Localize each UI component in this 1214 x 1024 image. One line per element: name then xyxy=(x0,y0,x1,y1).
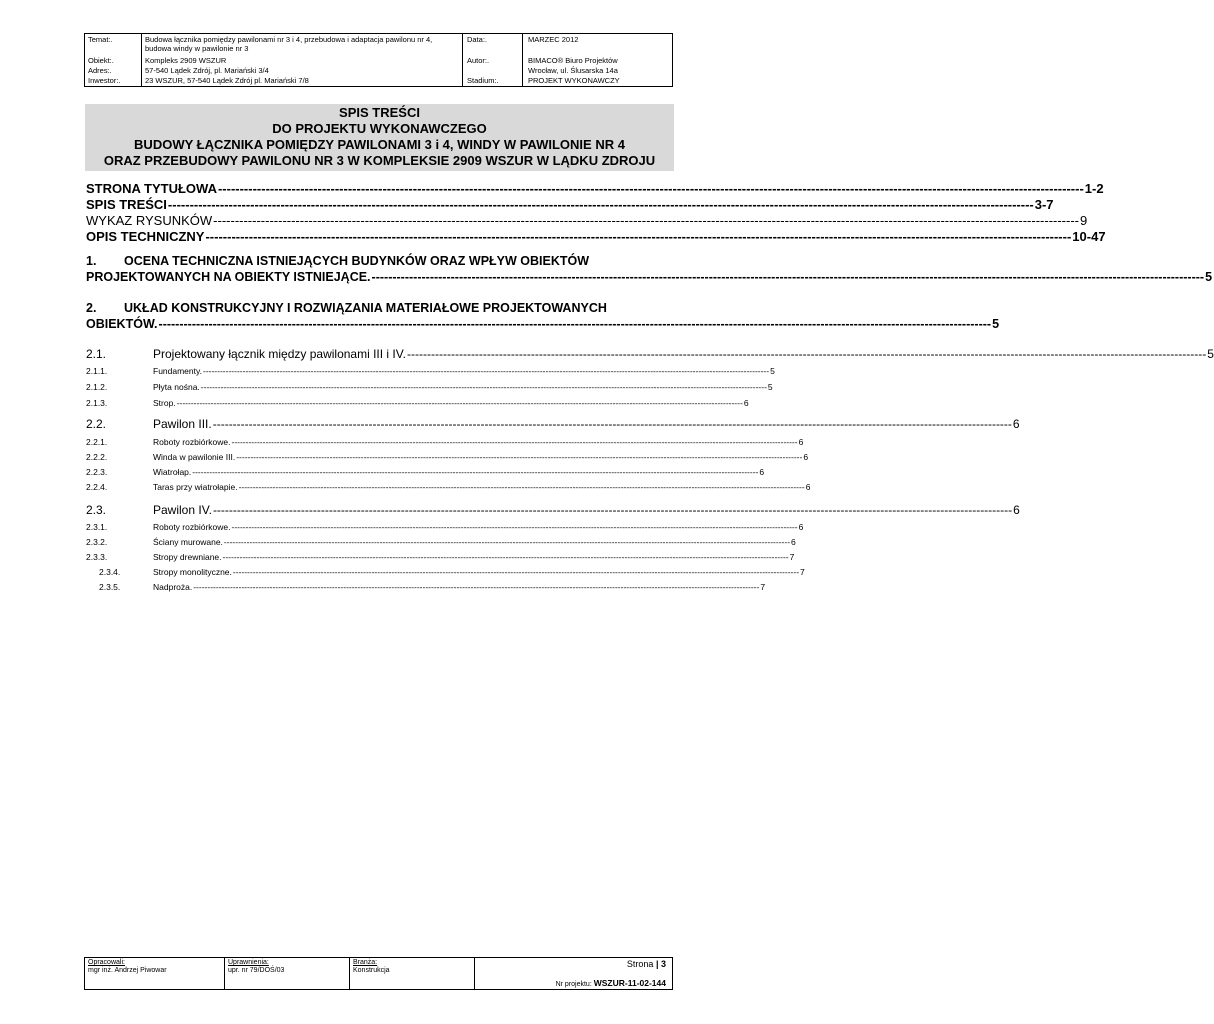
entry-number: 2.3.1. xyxy=(86,522,108,532)
leader-dots: -------------------------------------------------------------------------------------------------------------------------------------------------------------------------------------------------------- xyxy=(371,270,1205,284)
leader-dots: -------------------------------------------------------------------------------------------------------------------------------------------------------------------------------------------------------- xyxy=(238,482,805,492)
toc-entry-2-1[interactable] xyxy=(86,347,1214,361)
entry-number: 2.1.1. xyxy=(86,366,108,376)
entry-page: 5 xyxy=(767,382,773,392)
opracowal-value: mgr inż. Andrzej Piwowar xyxy=(88,967,167,974)
toc-entry-2-2-2[interactable] xyxy=(86,452,809,462)
entry-page: 6 xyxy=(803,452,809,462)
entry-number: 2.2.3. xyxy=(86,467,108,477)
leader-dots: -------------------------------------------------------------------------------------------------------------------------------------------------------------------------------------------------------- xyxy=(223,537,791,547)
toc-entry-page: 9 xyxy=(1080,213,1088,228)
entry-label: Nadproża. xyxy=(153,582,193,592)
entry-page: 6 xyxy=(798,437,804,447)
leader-dots: -------------------------------------------------------------------------------------------------------------------------------------------------------------------------------------------------------- xyxy=(213,213,1079,228)
entry-label: Fundamenty. xyxy=(153,366,202,376)
temat-label: Temat:. xyxy=(88,35,113,44)
entry-page: 6 xyxy=(791,537,796,547)
entry-number: 2.3.4. xyxy=(99,567,121,577)
entry-page: 5 xyxy=(770,366,775,376)
strona-value: 3 xyxy=(660,959,666,969)
strona-label: Strona xyxy=(626,959,654,969)
entry-number: 2.2.1. xyxy=(86,437,108,447)
data-value: MARZEC 2012 xyxy=(528,35,579,44)
entry-label: Roboty rozbiórkowe. xyxy=(153,437,231,447)
entry-page: 6 xyxy=(743,398,749,408)
toc-entry-2-3[interactable] xyxy=(86,503,1020,517)
header-divider xyxy=(462,34,463,86)
uprawnienia-label: Uprawnienia: xyxy=(228,959,269,966)
entry-label: Stropy monolityczne. xyxy=(153,567,232,577)
title-line: DO PROJEKTU WYKONAWCZEGO xyxy=(272,121,487,136)
leader-dots: -------------------------------------------------------------------------------------------------------------------------------------------------------------------------------------------------------- xyxy=(176,398,743,408)
entry-label: Pawilon III. xyxy=(153,417,212,431)
leader-dots: -------------------------------------------------------------------------------------------------------------------------------------------------------------------------------------------------------- xyxy=(205,229,1072,244)
section-page: 5 xyxy=(1205,270,1213,284)
obiekt-value: Kompleks 2909 WSZUR xyxy=(145,56,227,65)
toc-entry-2-1-1[interactable] xyxy=(86,366,775,376)
toc-entry-page: 1-2 xyxy=(1084,181,1104,196)
entry-label: Stropy drewniane. xyxy=(153,552,222,562)
toc-entry-strona-tytulowa[interactable] xyxy=(86,181,1104,196)
toc-section-2[interactable] xyxy=(86,300,1000,332)
toc-entry-2-3-1[interactable] xyxy=(86,522,804,532)
data-label: Data:. xyxy=(467,35,488,44)
entry-label: Roboty rozbiórkowe. xyxy=(153,522,231,532)
toc-entry-label: OPIS TECHNICZNY xyxy=(86,229,205,244)
entry-number: 2.2.4. xyxy=(86,482,108,492)
toc-entry-2-2-4[interactable] xyxy=(86,482,811,492)
toc-entry-2-3-3[interactable] xyxy=(86,552,795,562)
entry-number: 2.3. xyxy=(86,503,107,517)
section-number: 1. xyxy=(86,254,97,268)
entry-label: Winda w pawilonie III. xyxy=(153,452,236,462)
toc-entry-2-3-4[interactable] xyxy=(86,567,805,577)
entry-label: Pawilon IV. xyxy=(153,503,212,517)
entry-number: 2.1.3. xyxy=(86,398,108,408)
entry-label: Strop. xyxy=(153,398,176,408)
leader-dots: -------------------------------------------------------------------------------------------------------------------------------------------------------------------------------------------------------- xyxy=(167,197,1034,212)
toc-entry-wykaz-rysunkow[interactable] xyxy=(86,213,1088,228)
stadium-label: Stadium:. xyxy=(467,76,499,85)
toc-entry-2-1-3[interactable] xyxy=(86,398,749,408)
branza-value: Konstrukcja xyxy=(353,967,390,974)
toc-entry-label: STRONA TYTUŁOWA xyxy=(86,181,217,196)
leader-dots: -------------------------------------------------------------------------------------------------------------------------------------------------------------------------------------------------------- xyxy=(193,582,760,592)
entry-page: 7 xyxy=(800,567,805,577)
opracowal-label: Opracowali: xyxy=(88,959,125,966)
toc-entry-label: SPIS TREŚCI xyxy=(86,197,167,212)
document-footer: Opracowali: mgr inż. Andrzej Piwowar Uprawnienia: upr. nr 79/DOŚ/03 Branża: Konstrukcja Strona | 3 Nr projektu: WSZUR-11-02-144 xyxy=(84,957,673,990)
entry-label: Ściany murowane. xyxy=(153,537,223,547)
entry-label: Płyta nośna. xyxy=(153,382,200,392)
leader-dots: -------------------------------------------------------------------------------------------------------------------------------------------------------------------------------------------------------- xyxy=(192,467,759,477)
section-title: OCENA TECHNICZNA ISTNIEJĄCYCH BUDYNKÓW ORAZ WPŁYW OBIEKTÓW xyxy=(124,254,590,268)
entry-page: 5 xyxy=(1207,347,1214,361)
header-divider xyxy=(141,34,142,86)
branza-label: Branża: xyxy=(353,959,378,966)
temat-value: Budowa łącznika pomiędzy pawilonami nr 3 i 4, przebudowa i adaptacja pawilonu nr 4, budowa windy w pawilonie nr 3 xyxy=(145,35,433,53)
entry-page: 6 xyxy=(798,522,804,532)
autor-address: Wrocław, ul. Ślusarska 14a xyxy=(528,66,618,75)
toc-entry-2-1-2[interactable] xyxy=(86,382,773,392)
entry-label: Wiatrołap. xyxy=(153,467,192,477)
obiekt-label: Obiekt:. xyxy=(88,56,114,65)
title-line: BUDOWY ŁĄCZNIKA POMIĘDZY PAWILONAMI 3 i 4, WINDY W PAWILONIE NR 4 xyxy=(134,137,625,152)
entry-page: 7 xyxy=(789,552,795,562)
section-title-cont: OBIEKTÓW. xyxy=(86,317,158,331)
entry-page: 6 xyxy=(1012,417,1020,431)
inwestor-value: 23 WSZUR, 57-540 Lądek Zdrój pl. Mariański 7/8 xyxy=(145,76,309,85)
toc-entry-page: 10-47 xyxy=(1072,229,1106,244)
section-page: 5 xyxy=(992,317,1000,331)
entry-page: 6 xyxy=(805,482,811,492)
footer-divider xyxy=(349,958,350,989)
toc-title-block xyxy=(85,104,674,171)
uprawnienia-value: upr. nr 79/DOŚ/03 xyxy=(228,967,285,974)
nr-projektu-value: WSZUR-11-02-144 xyxy=(593,978,666,988)
leader-dots: -------------------------------------------------------------------------------------------------------------------------------------------------------------------------------------------------------- xyxy=(236,452,803,462)
entry-number: 2.2.2. xyxy=(86,452,108,462)
section-title: UKŁAD KONSTRUKCYJNY I ROZWIĄZANIA MATERIAŁOWE PROJEKTOWANYCH xyxy=(124,301,607,315)
leader-dots: -------------------------------------------------------------------------------------------------------------------------------------------------------------------------------------------------------- xyxy=(231,522,798,532)
title-line: ORAZ PRZEBUDOWY PAWILONU NR 3 W KOMPLEKSIE 2909 WSZUR W LĄDKU ZDROJU xyxy=(103,153,656,168)
entry-number: 2.3.2. xyxy=(86,537,108,547)
entry-label: Taras przy wiatrołapie. xyxy=(153,482,238,492)
nr-projektu-label: Nr projektu: xyxy=(555,981,592,988)
header-divider xyxy=(522,34,523,86)
leader-dots: -------------------------------------------------------------------------------------------------------------------------------------------------------------------------------------------------------- xyxy=(212,417,1012,431)
leader-dots: -------------------------------------------------------------------------------------------------------------------------------------------------------------------------------------------------------- xyxy=(222,552,789,562)
title-line: SPIS TREŚCI xyxy=(339,105,420,120)
adres-label: Adres:. xyxy=(88,66,112,75)
leader-dots: -------------------------------------------------------------------------------------------------------------------------------------------------------------------------------------------------------- xyxy=(232,567,800,577)
leader-dots: -------------------------------------------------------------------------------------------------------------------------------------------------------------------------------------------------------- xyxy=(202,366,770,376)
entry-number: 2.3.5. xyxy=(99,582,121,592)
section-title-cont: PROJEKTOWANYCH NA OBIEKTY ISTNIEJĄCE. xyxy=(86,270,371,284)
toc-section-1[interactable] xyxy=(86,253,1213,285)
entry-page: 6 xyxy=(1013,503,1020,517)
toc-entry-2-2-1[interactable] xyxy=(86,437,804,447)
footer-divider xyxy=(224,958,225,989)
entry-number: 2.1. xyxy=(86,347,107,361)
entry-label: Projektowany łącznik między pawilonami III i IV. xyxy=(153,347,406,361)
leader-dots: -------------------------------------------------------------------------------------------------------------------------------------------------------------------------------------------------------- xyxy=(217,181,1084,196)
stadium-value: PROJEKT WYKONAWCZY xyxy=(528,76,620,85)
toc-entry-opis-techniczny[interactable] xyxy=(86,229,1106,244)
toc-entry-spis-tresci[interactable] xyxy=(86,197,1054,212)
leader-dots: -------------------------------------------------------------------------------------------------------------------------------------------------------------------------------------------------------- xyxy=(407,347,1207,361)
entry-number: 2.2. xyxy=(86,417,107,431)
document-header xyxy=(84,33,673,87)
leader-dots: -------------------------------------------------------------------------------------------------------------------------------------------------------------------------------------------------------- xyxy=(158,317,992,331)
leader-dots: -------------------------------------------------------------------------------------------------------------------------------------------------------------------------------------------------------- xyxy=(200,382,767,392)
autor-label: Autor:. xyxy=(467,56,490,65)
leader-dots: -------------------------------------------------------------------------------------------------------------------------------------------------------------------------------------------------------- xyxy=(231,437,798,447)
toc-entry-2-2-3[interactable] xyxy=(86,467,765,477)
toc-entry-2-3-2[interactable] xyxy=(86,537,796,547)
entry-page: 7 xyxy=(760,582,766,592)
toc-entry-label: WYKAZ RYSUNKÓW xyxy=(86,213,213,228)
entry-page: 6 xyxy=(759,467,765,477)
toc-entry-page: 3-7 xyxy=(1034,197,1054,212)
entry-number: 2.1.2. xyxy=(86,382,108,392)
adres-value: 57-540 Lądek Zdrój, pl. Mariański 3/4 xyxy=(145,66,269,75)
entry-number: 2.3.3. xyxy=(86,552,108,562)
autor-value: BIMACO® Biuro Projektów xyxy=(528,56,618,65)
leader-dots: -------------------------------------------------------------------------------------------------------------------------------------------------------------------------------------------------------- xyxy=(212,503,1013,517)
toc-entry-2-2[interactable] xyxy=(86,417,1020,431)
section-number: 2. xyxy=(86,301,97,315)
inwestor-label: Inwestor:. xyxy=(88,76,121,85)
footer-divider xyxy=(474,958,475,989)
toc-entry-2-3-5[interactable] xyxy=(86,582,766,592)
